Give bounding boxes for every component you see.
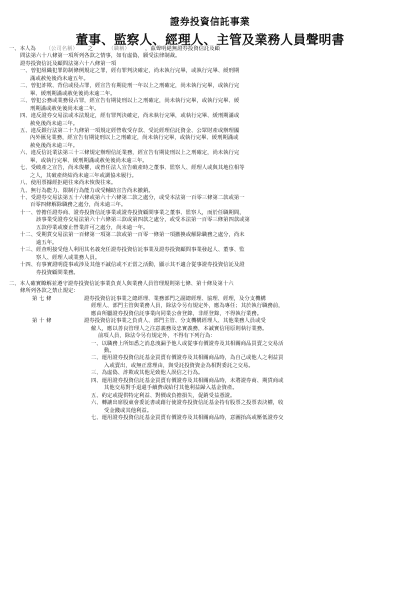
- article-10-label: 第 十 條: [32, 318, 52, 325]
- prohibited-act-item-line: 七、運用證券投資信託基金買賣有價證券及其相關商品時，意圖抬高或壓低證券交: [91, 415, 284, 422]
- disqualification-item-line: 八、使用票據經拒絕往來尚未恢復往來。: [20, 180, 117, 187]
- prohibited-act-item-line: 二、運用證券投資信託基金買賣有價證券及其相關商品時，為自己或他人之利益買: [91, 355, 284, 362]
- article-7-text-line: 證券投資信託事業之總經理、業務部門之副總經理、協理、經理，及分支機構: [84, 295, 266, 302]
- section-two-lead-line: 二、本人確實瞭解並遵守證券投資信託事業負責人與業務人員管理規則第七條、第十條及第十六: [9, 280, 234, 287]
- prohibited-act-item-line: 其他交易對手退還手續費或給付其他利益歸入基金資產。: [104, 385, 238, 392]
- lead-text: 之: [87, 46, 94, 52]
- disqualification-item-line: 十四、有事實證明從事或涉及其他不誠信或不正當之活動，顯示其不適合從事證券投資信託及證: [20, 262, 245, 269]
- document-subtitle: 董事、監察人、經理人、主管及業務人員聲明書: [75, 32, 345, 47]
- prohibited-act-item-line: 受金錢或其他利益。: [104, 407, 153, 414]
- declaration-text-line: 問法第六十八條第一項所列各款之情事，如有虛偽，願受法律制裁。: [20, 53, 181, 60]
- disqualification-item-line: 十、受證券交易法第五十六條或第六十六條第二款之處分，或受本法第一百零三條第二款或第一: [20, 195, 245, 201]
- prohibited-act-item-line: 入或賣出，或無正當理由，與受託投資資金為相對委託之交易。: [104, 362, 254, 369]
- job-title-blank: （職稱）: [108, 46, 130, 52]
- disqualification-item-line: 九、無行為能力、限制行為能力或受輔助宣告尚未撤銷。: [20, 187, 154, 194]
- prohibited-act-item-line: 動。: [104, 348, 115, 354]
- prohibited-act-item-line: 六、轉讓出席股東會委託書或藉行使證券投資信託基金持有股票之投票表決權，收: [91, 400, 284, 407]
- disqualification-item-line: 十三、經查明接受他人利用其名義充任證券投資信託事業及證券投資顧問事業發起人、董事、監: [20, 247, 245, 254]
- prohibited-act-item-line: 五、約定或提供特定利益、對價或負擔損失，促銷受益憑證。: [91, 392, 236, 399]
- company-name-blank: （公司名稱）: [45, 46, 78, 52]
- prohibited-act-item-line: 三、為虛偽、詐欺或其他足致他人誤信之行為。: [91, 370, 204, 377]
- declaration-opening-line: [9, 46, 220, 53]
- disqualification-item-line: 內外匯兌業務，經宣告有期徒刑以上之刑確定，尚未執行完畢，或執行完畢、緩刑期滿或: [30, 135, 239, 142]
- disqualification-item-line: 十一、曾擔任證券商、證券投資信託事業或證券投資顧問事業之董事、監察人，而於任職期間，: [20, 209, 245, 216]
- prohibited-act-item-line: 一、以職務上所知悉之消息洩漏予他人或從事有價證券及其相關商品買賣之交易活: [91, 340, 284, 347]
- disqualification-item-line: 五、違反銀行法第二十九條第一項規定經營收受存款、受託經理信託資金、公眾財產或辦理國: [20, 127, 240, 134]
- article-10-text-line: 僱人，應以善良管理人之注意義務及忠實義務，本誠實信用原則執行業務。: [91, 325, 268, 332]
- disqualification-item-line: 六、違反信託業法第三十三條規定辦理信託業務，經宣告有期徒刑以上之刑確定，尚未執行完: [20, 150, 240, 157]
- disqualification-item-line: 察人、經理人或業務人員。: [36, 254, 101, 261]
- disqualification-item-line: 刑期滿或赦免後尚未逾二年。: [30, 105, 100, 112]
- document-title: 證券投資信託事業: [169, 17, 250, 28]
- lead-text: 一、本人為: [9, 46, 36, 52]
- prohibited-act-item-line: 四、運用證券投資信託基金買賣有價證券及其相關商品時，未將證券商、期貨商或: [91, 377, 284, 384]
- article-10-text-line: 證券投資信託事業之負責人、部門主管、分支機構經理人、其他業務人員或受: [84, 318, 266, 325]
- disqualification-item-line: 該事業受證券交易法第六十六條第三款或第四款之處分，或受本法第一百零三條第四款或第: [36, 217, 250, 224]
- disqualification-item-line: 赦免後尚未逾三年。: [30, 120, 79, 127]
- disqualification-item-line: 畢，或執行完畢、緩刑期滿或赦免後尚未逾三年。: [30, 157, 148, 164]
- disqualification-item-line: 七、受破產之宣告，尚未復權，或曾任法人宣告破產時之董事、監察人、經理人或與其地位相等: [20, 165, 245, 172]
- disqualification-item-line: 券投資顧問業務。: [36, 269, 79, 276]
- disqualification-item-line: 五款停業或廢止營業許可之處分，尚未逾一年。: [36, 224, 149, 231]
- disqualification-item-line: 之人，其破產終結尚未逾三年或調協未履行。: [30, 172, 137, 179]
- disqualification-item-line: 滿或赦免後尚未逾五年。: [30, 75, 89, 82]
- section-two-lead-line: 條所列各款之禁止規定：: [20, 288, 79, 295]
- disqualification-item-line: 赦免後尚未逾三年。: [30, 142, 79, 149]
- disqualification-item-line: 一、曾犯組織犯罪防制條例規定之罪，經有罪判決確定，尚未執行完畢，或執行完畢、緩刑期: [20, 68, 240, 75]
- disqualification-item-line: 四、違反證券交易法或本法規定，經有罪判決確定，尚未執行完畢，或執行完畢、緩刑期滿或: [20, 113, 240, 120]
- lead-text: ，茲聲明絕無證券投資信託及顧: [145, 46, 220, 52]
- article-7-text-line: 應由所屬證券投資信託事業向同業公會登錄，非經登錄，不得執行業務。: [91, 310, 263, 317]
- law-reference-line: 證券投資信託及顧問法第六十八條第一項: [20, 60, 117, 67]
- disqualification-item-line: 十二、受期貨交易法第一百條第一項第二款或第一百零一條第一項撤換或解除職務之處分，尚未: [20, 232, 245, 239]
- article-7-text-line: 經理人、部門主管與業務人員，除法令另有規定外，應為專任；其於執行職務前，: [91, 303, 284, 310]
- article-10-text-line: 前項人員，除法令另有規定外，不得有下列行為：: [98, 333, 216, 340]
- disqualification-item-line: 三、曾犯公務或業務侵占罪，經宣告有期徒刑以上之刑確定，尚未執行完畢，或執行完畢、緩: [20, 98, 240, 105]
- disqualification-item-line: 畢、緩刑期滿或赦免後尚未逾二年。: [30, 90, 116, 97]
- disqualification-item-line: 二、曾犯詐欺、背信或侵占罪，經宣告有期徒刑一年以上之刑確定，尚未執行完畢，或執行完: [20, 83, 240, 90]
- article-7-label: 第 七 條: [32, 295, 52, 302]
- disqualification-item-line: 逾五年。: [36, 239, 58, 246]
- disqualification-item-line: 百零四條解除職務之處分，尚未逾三年。: [30, 202, 127, 209]
